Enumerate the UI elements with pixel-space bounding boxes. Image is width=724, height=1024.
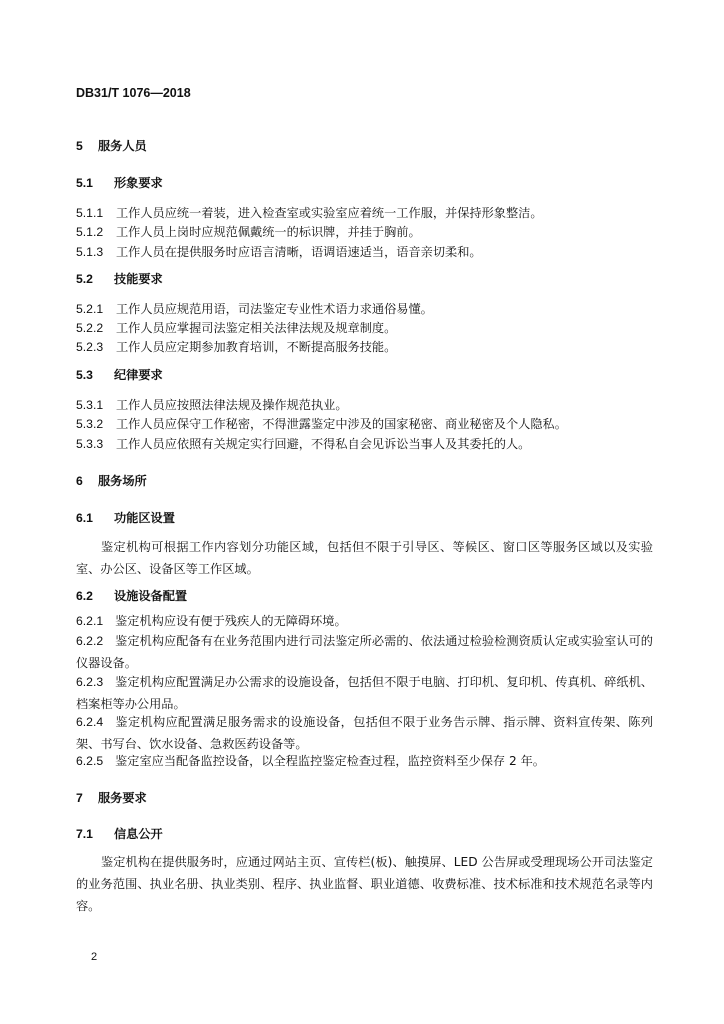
- section-5-1-heading: 5.1 形象要求: [76, 176, 163, 190]
- paragraph-6-1: 鉴定机构可根据工作内容划分功能区域，包括但不限于引导区、等候区、窗口区等服务区域以及实验室、办公区、设备区等工作区域。: [76, 540, 653, 576]
- section-6-1-heading: 6.1 功能区设置: [76, 511, 175, 525]
- clause-5-1-3: 5.1.3 工作人员在提供服务时应语言清晰，语调语速适当，语音亲切柔和。: [76, 245, 482, 259]
- clause-5-1-1: 5.1.1 工作人员应统一着装，进入检查室或实验室应着统一工作服，并保持形象整洁。: [76, 206, 543, 220]
- clause-5-2-1: 5.2.1 工作人员应规范用语，司法鉴定专业性术语力求通俗易懂。: [76, 302, 433, 316]
- clause-5-1-2: 5.1.2 工作人员上岗时应规范佩戴统一的标识牌，并挂于胸前。: [76, 225, 421, 239]
- clause-6-2-2: 6.2.2 鉴定机构应配备有在业务范围内进行司法鉴定所必需的、依法通过检验检测资质认定或实验室认可的仪器设备。: [76, 634, 653, 670]
- section-5-heading: 5 服务人员: [76, 139, 147, 153]
- clause-5-3-2: 5.3.2 工作人员应保守工作秘密，不得泄露鉴定中涉及的国家秘密、商业秘密及个人隐私。: [76, 417, 567, 431]
- section-5-3-heading: 5.3 纪律要求: [76, 368, 163, 382]
- section-7-heading: 7 服务要求: [76, 791, 147, 805]
- paragraph-7-1: 鉴定机构在提供服务时，应通过网站主页、宣传栏(板)、触摸屏、LED 公告屏或受理现场公开司法鉴定的业务范围、执业名册、执业类别、程序、执业监督、职业道德、收费标准、技术标准和技术规范名录等内容。: [76, 855, 653, 913]
- clause-5-2-3: 5.2.3 工作人员应定期参加教育培训，不断提高服务技能。: [76, 340, 397, 354]
- section-6-heading: 6 服务场所: [76, 474, 147, 488]
- section-5-2-heading: 5.2 技能要求: [76, 272, 163, 286]
- clause-6-2-3: 6.2.3 鉴定机构应配置满足办公需求的设施设备，包括但不限于电脑、打印机、复印机、传真机、碎纸机、档案柜等办公用品。: [76, 675, 653, 711]
- clause-5-3-3: 5.3.3 工作人员应依照有关规定实行回避，不得私自会见诉讼当事人及其委托的人。: [76, 437, 531, 451]
- section-6-2-heading: 6.2 设施设备配置: [76, 589, 188, 603]
- clause-6-2-4: 6.2.4 鉴定机构应配置满足服务需求的设施设备，包括但不限于业务告示牌、指示牌、资料宣传架、陈列架、书写台、饮水设备、急救医药设备等。: [76, 715, 653, 751]
- clause-5-3-1: 5.3.1 工作人员应按照法律法规及操作规范执业。: [76, 398, 348, 412]
- clause-6-2-1: 6.2.1 鉴定机构应设有便于残疾人的无障碍环境。: [76, 614, 347, 628]
- page-number: 2: [91, 951, 98, 963]
- clause-6-2-5: 6.2.5 鉴定室应当配备监控设备，以全程监控鉴定检查过程，监控资料至少保存 2 年。: [76, 754, 545, 768]
- standard-code-header: DB31/T 1076—2018: [76, 86, 191, 100]
- clause-5-2-2: 5.2.2 工作人员应掌握司法鉴定相关法律法规及规章制度。: [76, 321, 397, 335]
- section-7-1-heading: 7.1 信息公开: [76, 827, 163, 841]
